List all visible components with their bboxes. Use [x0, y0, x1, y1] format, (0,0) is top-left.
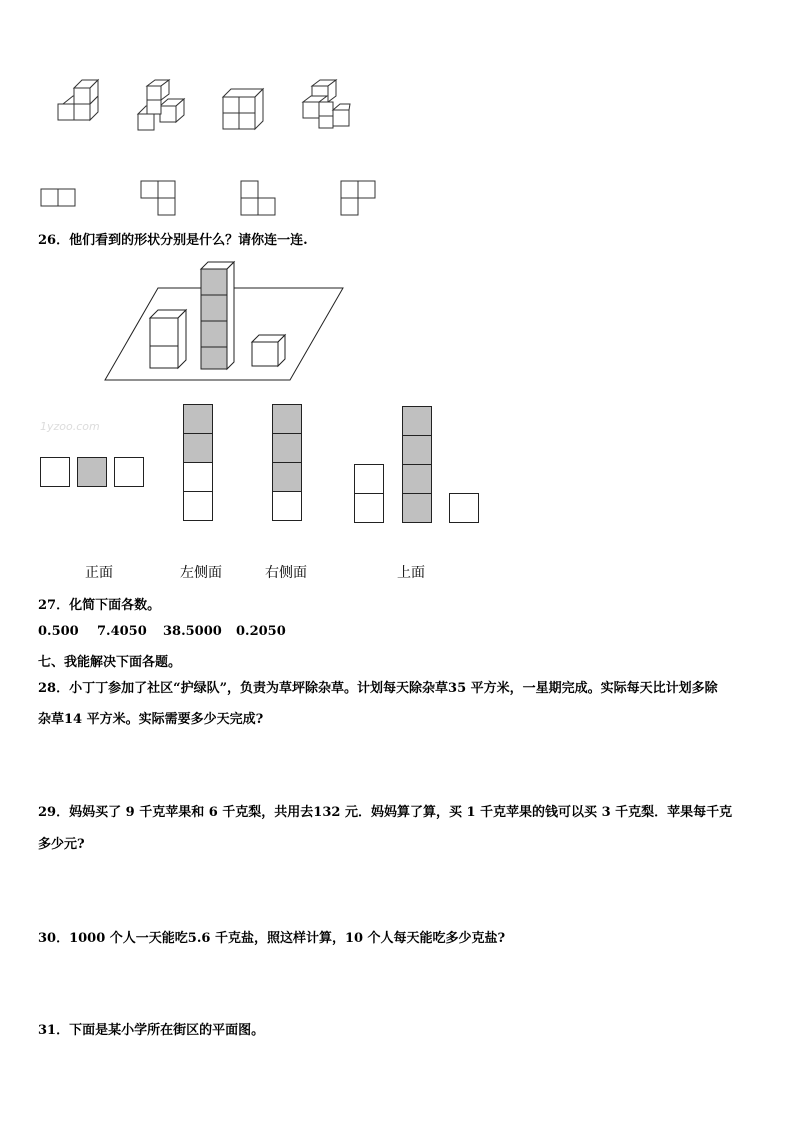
right-side-view-figure — [272, 404, 304, 524]
question-28-line-2: 杂草14 平方米。实际需要多少天完成? — [38, 712, 264, 727]
number-1: 0.500 — [38, 624, 79, 639]
number-2: 7.4050 — [97, 624, 147, 639]
cube-figure-2 — [135, 82, 190, 134]
cube-figure-1 — [55, 92, 110, 132]
watermark: 1yzoo.com — [40, 420, 100, 433]
question-27-title: 27．化简下面各数。 — [38, 598, 161, 613]
cube-figure-4 — [300, 78, 355, 134]
platform-scene — [100, 258, 350, 386]
question-26-title: 26．他们看到的形状分别是什么？请你连一连. — [38, 233, 308, 248]
label-left-view: 左侧面 — [180, 565, 222, 581]
flat-view-3 — [240, 180, 280, 220]
left-side-view-figure — [183, 404, 215, 524]
flat-view-4 — [340, 180, 380, 220]
flat-view-2 — [140, 180, 180, 220]
question-30-title: 30．1000 个人一天能吃5.6 千克盐，照这样计算，10 个人每天能吃多少克盐? — [38, 931, 506, 946]
single-white-cube — [252, 335, 285, 366]
top-view-figure — [354, 406, 484, 526]
number-4: 0.2050 — [236, 624, 286, 639]
left-white-stack — [150, 310, 186, 368]
question-29-line-2: 多少元? — [38, 837, 85, 852]
label-top-view: 上面 — [397, 565, 425, 581]
label-right-view: 右侧面 — [265, 565, 307, 581]
section-7-title: 七、我能解决下面各题。 — [38, 655, 182, 670]
question-29-line-1: 29．妈妈买了 9 千克苹果和 6 千克梨，共用去132 元．妈妈算了算，买 1 千克苹果的钱可以买 3 千克梨．苹果每千克 — [38, 805, 733, 820]
tall-gray-stack — [201, 262, 234, 369]
question-31-title: 31．下面是某小学所在街区的平面图。 — [38, 1023, 265, 1038]
number-3: 38.5000 — [163, 624, 222, 639]
flat-view-1 — [40, 188, 80, 210]
question-28-line-1: 28．小丁丁参加了社区“护绿队”，负责为草坪除杂草。计划每天除杂草35 平方米，一星期完成。实际每天比计划多除 — [38, 681, 718, 696]
label-front-view: 正面 — [85, 565, 113, 581]
front-view-figure — [40, 457, 150, 489]
cube-figure-3 — [220, 85, 270, 133]
